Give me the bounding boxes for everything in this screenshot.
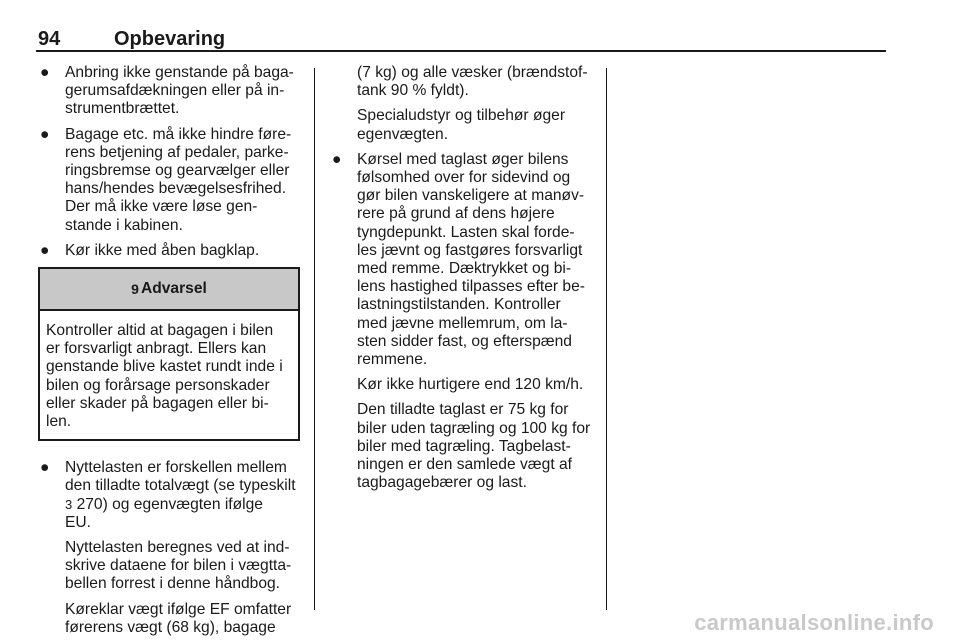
- paragraph: Specialudstyr og tilbehør øger egenvægten.: [357, 107, 566, 143]
- bullet-icon: ●: [40, 459, 50, 477]
- column-divider-1: [314, 68, 315, 610]
- paragraph: (7 kg) og alle væsker (brændstof- tank 90 % fyldt).: [357, 64, 588, 100]
- bullet-icon: ●: [40, 64, 50, 81]
- warning-text: Kontroller altid at bagagen i bilen er forsvarligt anbragt. Ellers kan genstande blive kastet rundt inde i bilen og forårsage personskader eller skader på bagagen eller bi- len.: [46, 322, 283, 431]
- list-item: [38, 64, 300, 119]
- warning-triangle-icon: 9: [131, 280, 139, 297]
- column-middle: [330, 64, 594, 499]
- list-item-text: Kør ikke med åben bagklap.: [65, 241, 260, 259]
- bullet-icon: ●: [40, 125, 50, 143]
- list-item: [38, 242, 300, 260]
- chapter-title: Opbevaring: [114, 28, 226, 50]
- header-rule: [36, 50, 886, 52]
- bullet-icon: ●: [40, 241, 50, 259]
- watermark: carmanualsonline.info: [694, 610, 934, 635]
- page-reference-arrow-icon[interactable]: 3: [65, 496, 73, 512]
- list-item-text: Anbring ikke genstande på baga- gerumsafdækningen eller på in- strumentbrættet.: [65, 64, 294, 118]
- bullet-icon: ●: [332, 150, 342, 168]
- list-item: [330, 151, 594, 369]
- list-item-text: Bagage etc. må ikke hindre føre- rens betjening af pedaler, parke- ringsbremse og gearvælger eller hans/hendes bevægelsesfrihed. Der må ikke være løse gen- stande i kabinen.: [65, 125, 292, 234]
- page-number: 94: [38, 28, 61, 50]
- warning-box: [38, 267, 300, 441]
- column-left: [38, 64, 300, 644]
- list-item-text: Kørsel med taglast øger bilens følsomhed over for sidevind og gør bilen vanskeligere at manøv- rere på grund af dens højere tyngdepunkt. Lasten skal forde- les jævnt og fastgøres forsvarligt med remme. Dæktrykket og bi- lens hastighed tilpasses efter be- lastningstilstanden. Kontroller med jævne mellemrum, om la- sten sidder fast, og efterspænd remmene.: [357, 150, 585, 369]
- warning-header: [40, 269, 298, 311]
- paragraph: Køreklar vægt ifølge EF omfatter førerens vægt (68 kg), bagage: [65, 600, 292, 636]
- list-item-text: Nyttelasten er forskellen mellem den tilladte totalvægt (se typeskilt 3 270) og egenvægten ifølge EU.: [65, 459, 296, 531]
- warning-title: Advarsel: [140, 279, 207, 297]
- list-item: [38, 126, 300, 235]
- paragraph: Nyttelasten beregnes ved at ind- skrive dataene for bilen i vægtta- bellen forrest i denne håndbog.: [65, 539, 292, 593]
- column-divider-2: [606, 68, 607, 610]
- page-header: [38, 28, 886, 52]
- paragraph: Den tilladte taglast er 75 kg for biler uden tagræling og 100 kg for biler med tagræling. Tagbelast- ningen er den samlede vægt af tagbagagebærer og last.: [357, 401, 591, 492]
- list-item: [38, 459, 300, 532]
- paragraph: Kør ikke hurtigere end 120 km/h.: [357, 376, 584, 394]
